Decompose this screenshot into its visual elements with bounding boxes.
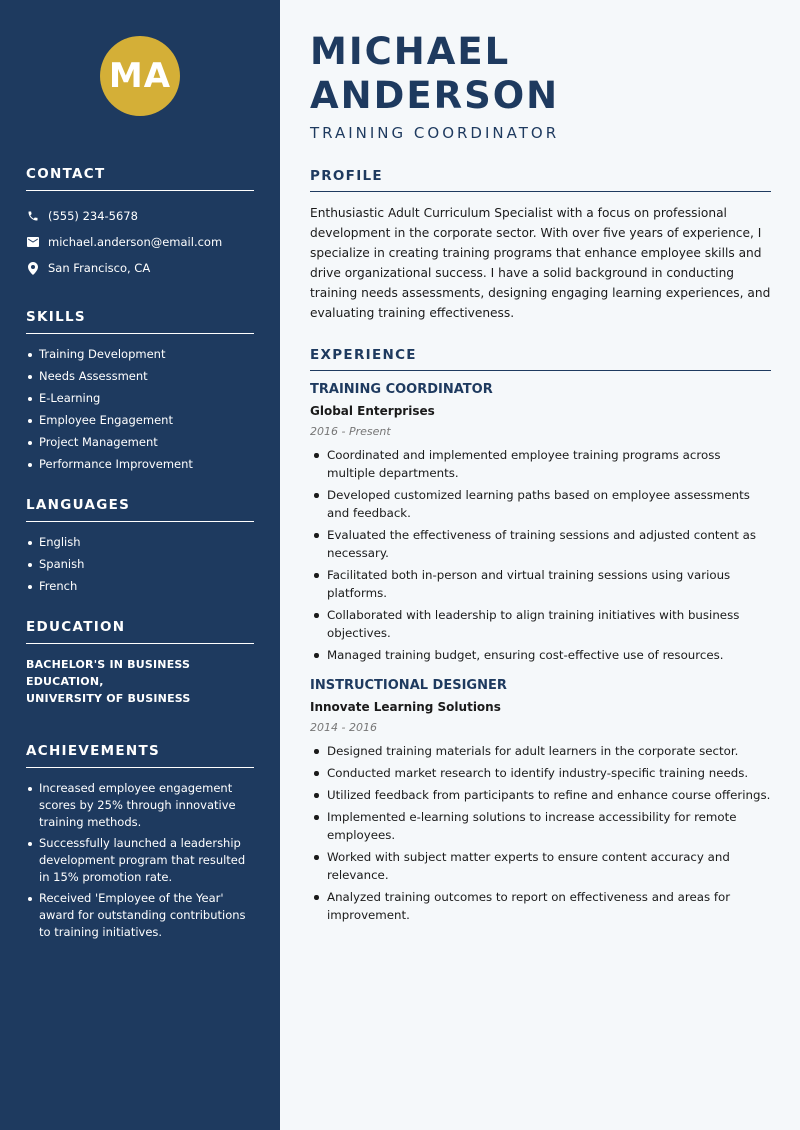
candidate-role: TRAINING COORDINATOR [310, 124, 560, 142]
job-title: INSTRUCTIONAL DESIGNER [310, 678, 507, 693]
language-item: Spanish [26, 556, 254, 573]
job-bullet: Developed customized learning paths based on employee assessments and feedback. [310, 486, 771, 522]
avatar-initials: MA [108, 56, 172, 96]
achievement-item: Received 'Employee of the Year' award for outstanding contributions to training initiatives. [26, 890, 254, 941]
contact-email-row [26, 229, 254, 255]
job-bullet: Facilitated both in-person and virtual training sessions using various platforms. [310, 566, 771, 602]
job-company: Innovate Learning Solutions [310, 700, 501, 714]
experience-heading: EXPERIENCE [310, 347, 771, 371]
profile-text: Enthusiastic Adult Curriculum Specialist with a focus on professional development in the corporate sector. With over five years of experience, I specialize in creating training programs that enhance employee skills and drive organizational success. I have a solid background in conducting training needs assessments, designing engaging learning experiences, and evaluating training effectiveness. [310, 206, 771, 320]
achievements-section [26, 743, 254, 941]
achievement-item: Increased employee engagement scores by 25% through innovative training methods. [26, 780, 254, 831]
language-item: French [26, 578, 254, 595]
languages-section [26, 497, 254, 595]
language-item: English [26, 534, 254, 551]
email-icon [26, 235, 40, 249]
skills-list [26, 346, 254, 473]
experience-section [310, 347, 771, 924]
contact-location: San Francisco, CA [48, 261, 151, 275]
job-title: TRAINING COORDINATOR [310, 382, 493, 397]
achievement-item: Successfully launched a leadership development program that resulted in 15% promotion rate. [26, 835, 254, 886]
main-content [280, 0, 800, 1130]
contact-location-row [26, 255, 254, 281]
contact-email[interactable]: michael.anderson@email.com [48, 235, 223, 249]
contact-heading: CONTACT [26, 166, 254, 191]
job-entry [310, 382, 771, 664]
job-bullet: Worked with subject matter experts to ensure content accuracy and relevance. [310, 848, 771, 884]
job-bullet: Evaluated the effectiveness of training sessions and adjusted content as necessary. [310, 526, 771, 562]
job-bullet: Coordinated and implemented employee training programs across multiple departments. [310, 446, 771, 482]
achievements-list [26, 780, 254, 941]
profile-heading: PROFILE [310, 168, 771, 192]
sidebar [0, 0, 280, 1130]
profile-section [310, 168, 771, 323]
skill-item: Training Development [26, 346, 254, 363]
skill-item: E-Learning [26, 390, 254, 407]
education-school: UNIVERSITY OF BUSINESS [26, 692, 191, 705]
contact-phone-row [26, 203, 254, 229]
job-bullet: Analyzed training outcomes to report on effectiveness and areas for improvement. [310, 888, 771, 924]
job-company: Global Enterprises [310, 404, 435, 418]
contact-phone: (555) 234-5678 [48, 209, 138, 223]
skill-item: Performance Improvement [26, 456, 254, 473]
job-bullet: Collaborated with leadership to align training initiatives with business objectives. [310, 606, 771, 642]
skill-item: Needs Assessment [26, 368, 254, 385]
job-bullets [310, 742, 771, 924]
education-heading: EDUCATION [26, 619, 254, 644]
job-bullet: Conducted market research to identify industry-specific training needs. [310, 764, 771, 782]
candidate-name: MICHAEL ANDERSON [310, 30, 560, 117]
job-bullets [310, 446, 771, 664]
job-bullet: Designed training materials for adult learners in the corporate sector. [310, 742, 771, 760]
job-bullet: Implemented e-learning solutions to increase accessibility for remote employees. [310, 808, 771, 844]
location-pin-icon [26, 261, 40, 275]
job-dates: 2016 - Present [310, 425, 391, 438]
languages-list [26, 534, 254, 595]
phone-icon [26, 209, 40, 223]
skill-item: Project Management [26, 434, 254, 451]
job-bullet: Utilized feedback from participants to refine and enhance course offerings. [310, 786, 771, 804]
education-degree: BACHELOR'S IN BUSINESS EDUCATION, [26, 658, 191, 688]
job-entry [310, 678, 771, 924]
contact-section [26, 166, 254, 281]
achievements-heading: ACHIEVEMENTS [26, 743, 254, 768]
languages-heading: LANGUAGES [26, 497, 254, 522]
skills-heading: SKILLS [26, 309, 254, 334]
skill-item: Employee Engagement [26, 412, 254, 429]
skills-section [26, 309, 254, 473]
education-section [26, 619, 254, 707]
job-dates: 2014 - 2016 [310, 721, 377, 734]
job-bullet: Managed training budget, ensuring cost-effective use of resources. [310, 646, 771, 664]
avatar [100, 36, 180, 116]
